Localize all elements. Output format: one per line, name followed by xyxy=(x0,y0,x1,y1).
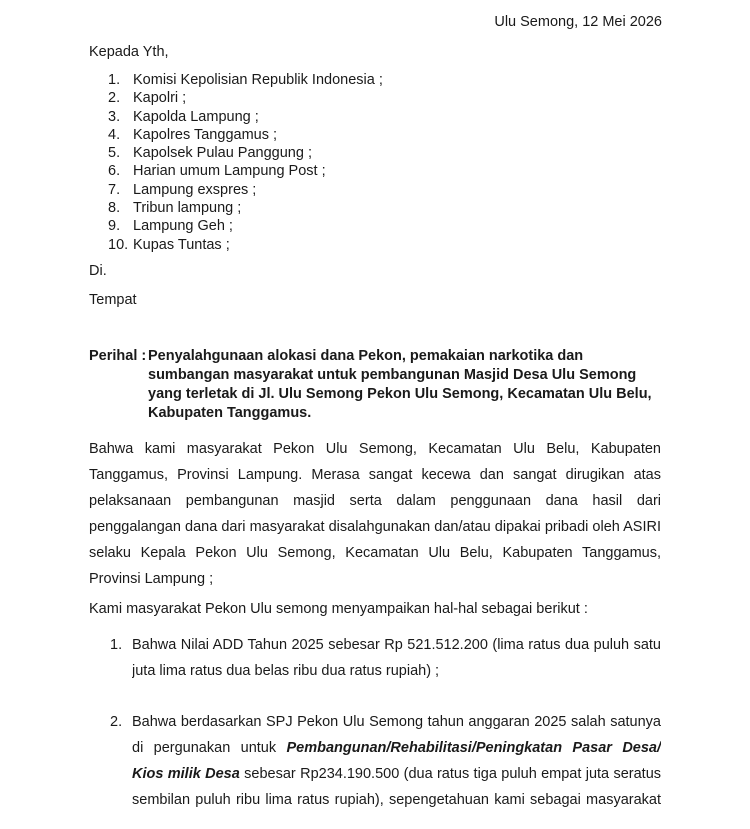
recipient-number: 10. xyxy=(108,236,129,253)
recipient-item xyxy=(108,181,383,199)
subject-label: Perihal : xyxy=(89,348,147,364)
subject-line: sumbangan masyarakat untuk pembangunan Masjid Desa Ulu Semong xyxy=(148,367,637,383)
point-emphasis: Kios milik Desa xyxy=(132,766,240,782)
tempat-line: Tempat xyxy=(89,292,137,308)
recipient-name: Harian umum Lampung Post ; xyxy=(133,163,326,180)
recipient-number: 3. xyxy=(108,108,121,125)
paragraph-line: selaku Kepala Pekon Ulu Semong, Kecamatan Ulu Belu, Kabupaten Tanggamus, xyxy=(89,545,661,561)
recipient-number: 6. xyxy=(108,163,121,180)
subject-line: Kabupaten Tanggamus. xyxy=(148,405,312,421)
recipient-number: 9. xyxy=(108,218,121,235)
paragraph-line: Bahwa kami masyarakat Pekon Ulu Semong, Kecamatan Ulu Belu, Kabupaten xyxy=(89,441,661,457)
recipient-number: 5. xyxy=(108,145,121,162)
point-emphasis: Pembangunan/Rehabilitasi/Peningkatan Pasar Desa/ xyxy=(286,740,661,756)
point-line: Bahwa berdasarkan SPJ Pekon Ulu Semong tahun anggaran 2025 salah satunya xyxy=(132,714,661,730)
point-line: sembilan puluh ribu lima ratus rupiah), sepengetahuan kami sebagai masyarakat xyxy=(132,792,661,808)
point-text: di pergunakan untuk xyxy=(132,740,277,756)
point-text: sebesar Rp234.190.500 (dua ratus tiga puluh empat juta seratus xyxy=(244,766,661,782)
point-line: Bahwa Nilai ADD Tahun 2025 sebesar Rp 521.512.200 (lima ratus dua puluh satu xyxy=(132,637,661,653)
subject-line: yang terletak di Jl. Ulu Semong Pekon Ulu Semong, Kecamatan Ulu Belu, xyxy=(148,386,652,402)
subject-line: Penyalahgunaan alokasi dana Pekon, pemakaian narkotika dan xyxy=(148,348,584,364)
di-line: Di. xyxy=(89,263,107,279)
recipient-name: Kupas Tuntas ; xyxy=(133,236,230,253)
paragraph-line: Tanggamus, Provinsi Lampung. Merasa sangat kecewa dan sangat dirugikan atas xyxy=(89,467,661,483)
point-number: 1. xyxy=(110,637,123,653)
recipient-name: Lampung exspres ; xyxy=(133,181,257,198)
recipient-name: Tribun lampung ; xyxy=(133,200,242,217)
recipient-name: Kapolres Tanggamus ; xyxy=(133,126,278,143)
letter-date: Ulu Semong, 12 Mei 2026 xyxy=(494,14,662,30)
recipient-number: 8. xyxy=(108,200,121,217)
recipient-number: 4. xyxy=(108,126,121,143)
recipient-item xyxy=(108,89,383,107)
recipient-name: Lampung Geh ; xyxy=(133,218,233,235)
recipient-list xyxy=(108,71,383,254)
recipient-item xyxy=(108,71,383,89)
recipient-item xyxy=(108,236,383,254)
point-number: 2. xyxy=(110,714,123,730)
recipient-name: Kapolri ; xyxy=(133,90,187,107)
recipient-item xyxy=(108,144,383,162)
recipient-item xyxy=(108,162,383,180)
intro-line: Kami masyarakat Pekon Ulu semong menyampaikan hal-hal sebagai berikut : xyxy=(89,601,588,617)
recipient-name: Kapolsek Pulau Panggung ; xyxy=(133,145,312,162)
point-line xyxy=(132,766,661,782)
paragraph-line: pelaksanaan pembangunan masjid serta dalam penggunaan dana hasil dari xyxy=(89,493,661,509)
salutation: Kepada Yth, xyxy=(89,44,169,60)
recipient-number: 1. xyxy=(108,72,121,88)
recipient-number: 7. xyxy=(108,181,121,198)
point-line: juta lima ratus dua belas ribu dua ratus rupiah) ; xyxy=(132,663,440,679)
point-line xyxy=(132,740,661,756)
recipient-name: Komisi Kepolisian Republik Indonesia ; xyxy=(133,72,383,88)
recipient-item xyxy=(108,199,383,217)
recipient-item xyxy=(108,126,383,144)
recipient-item xyxy=(108,217,383,235)
recipient-item xyxy=(108,108,383,126)
recipient-number: 2. xyxy=(108,90,121,107)
paragraph-line: penggalangan dana dari masyarakat disalahgunakan dan/atau dipakai pribadi oleh ASIRI xyxy=(89,519,661,535)
paragraph-line: Provinsi Lampung ; xyxy=(89,571,214,587)
recipient-name: Kapolda Lampung ; xyxy=(133,108,259,125)
